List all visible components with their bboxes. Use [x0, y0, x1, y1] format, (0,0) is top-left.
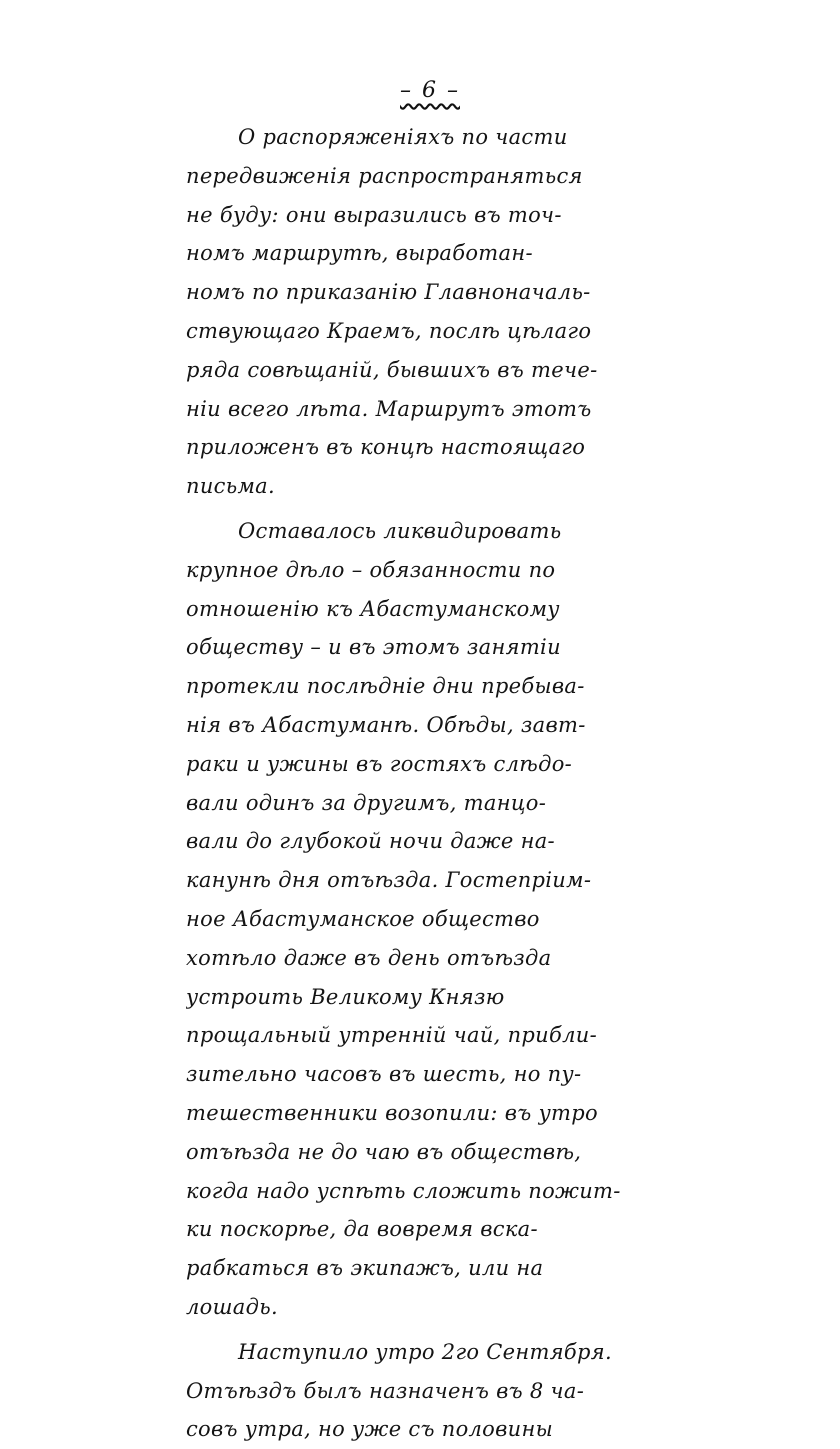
- manuscript-line: Наступило утро 2го Сентября.: [238, 1339, 612, 1364]
- manuscript-line: приложенъ въ концѣ настоящаго: [186, 435, 586, 460]
- manuscript-body: [186, 118, 656, 1449]
- manuscript-line: ное Абастуманское общество: [186, 906, 540, 931]
- manuscript-line: ряда совѣщанiй, бывшихъ въ тече-: [186, 357, 598, 382]
- manuscript-line: нiи всего лѣта. Маршрутъ этотъ: [186, 396, 592, 421]
- manuscript-line: номъ маршрутѣ, выработан-: [186, 241, 533, 266]
- manuscript-line: обществу – и въ этомъ занятiи: [186, 635, 561, 660]
- manuscript-line: нiя въ Абастуманѣ. Обѣды, завт-: [186, 712, 586, 737]
- manuscript-line: канунѣ дня отъѣзда. Гостепрiим-: [186, 868, 592, 893]
- manuscript-line: прощальный утреннiй чай, прибли-: [186, 1023, 597, 1048]
- manuscript-line: крупное дѣло – обязанности по: [186, 557, 556, 582]
- manuscript-line: отъѣзда не до чаю въ обществѣ,: [186, 1139, 582, 1164]
- manuscript-line: не буду: они выразились въ точ-: [186, 202, 562, 227]
- manuscript-line: О распоряженiяхъ по части: [238, 125, 568, 149]
- manuscript-line: ствующаго Краемъ, послѣ цѣлаго: [186, 318, 592, 343]
- paragraph: [186, 118, 656, 506]
- manuscript-line: Отъѣздъ былъ назначенъ въ 8 ча-: [186, 1378, 585, 1403]
- manuscript-line: лошадь.: [186, 1294, 278, 1319]
- page-number: – 6 –: [400, 78, 460, 103]
- paragraph: [186, 512, 656, 1327]
- manuscript-line: зительно часовъ въ шесть, но пу-: [186, 1062, 582, 1087]
- manuscript-line: вали одинъ за другимъ, танцо-: [186, 790, 547, 815]
- manuscript-line: совъ утра, но уже съ половины: [186, 1417, 554, 1442]
- manuscript-line: передвиженiя распространяться: [186, 163, 583, 188]
- manuscript-line: раки и ужины въ гостяхъ слѣдо-: [186, 751, 573, 776]
- manuscript-line: протекли послѣднiе дни пребыва-: [186, 674, 585, 699]
- manuscript-line: когда надо успѣть сложить пожит-: [186, 1178, 621, 1203]
- manuscript-line: вали до глубокой ночи даже на-: [186, 829, 555, 854]
- manuscript-line: письма.: [186, 474, 275, 499]
- manuscript-line: хотѣло даже въ день отъѣзда: [186, 945, 552, 970]
- manuscript-line: устроить Великому Князю: [186, 984, 505, 1009]
- manuscript-line: рабкаться въ экипажъ, или на: [186, 1256, 544, 1281]
- paragraph: [186, 1333, 656, 1449]
- manuscript-line: номъ по приказанiю Главноначаль-: [186, 280, 591, 305]
- manuscript-line: Оставалось ликвидировать: [238, 518, 562, 543]
- manuscript-line: ки поскорѣе, да вовремя вска-: [186, 1217, 538, 1242]
- manuscript-line: отношенiю къ Абастуманскому: [186, 596, 560, 621]
- manuscript-line: тешественники возопили: въ утро: [186, 1100, 598, 1125]
